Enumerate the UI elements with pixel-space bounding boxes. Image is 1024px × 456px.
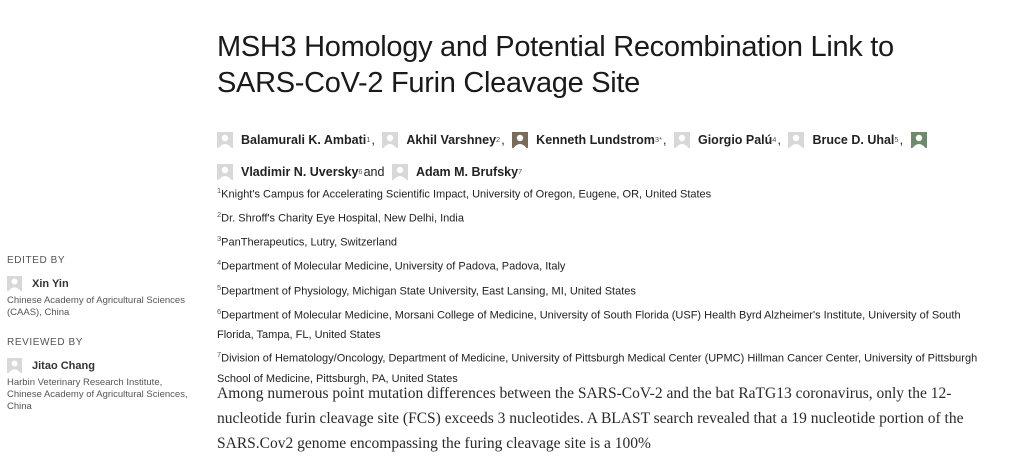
author-name[interactable]: Kenneth Lundstrom: [536, 133, 655, 147]
author-item[interactable]: [788, 126, 907, 154]
author-separator: ,: [663, 133, 667, 147]
author-photo: [512, 132, 528, 148]
reviewer[interactable]: [7, 358, 200, 373]
avatar-placeholder-icon: [217, 132, 233, 148]
avatar-placeholder-icon: [7, 358, 22, 373]
author-affiliation-ref: 2: [496, 135, 501, 144]
affiliation-text: Department of Molecular Medicine, University of Padova, Padova, Italy: [221, 261, 566, 274]
affiliation-item: [217, 205, 997, 229]
sidebar: [0, 255, 200, 431]
editor[interactable]: [7, 276, 200, 291]
author-separator: ,: [777, 133, 781, 147]
affiliation-item: [217, 302, 997, 346]
edited-by-heading: EDITED BY: [7, 255, 66, 266]
author-separator: ,: [501, 133, 505, 147]
author-name[interactable]: Adam M. Brufsky: [415, 165, 519, 179]
author-photo-icon: [911, 132, 927, 148]
reviewer-affiliation: Harbin Veterinary Research Institute, Chinese Academy of Agricultural Sciences, China: [7, 377, 188, 412]
reviewed-by-heading: REVIEWED BY: [7, 337, 84, 348]
author-affiliation-ref: 5: [894, 135, 899, 144]
affiliation-text: Dr. Shroff's Charity Eye Hospital, New Delhi, India: [221, 212, 464, 225]
author-item[interactable]: [674, 126, 785, 154]
affiliation-text: Knight's Campus for Accelerating Scientific Impact, University of Oregon, Eugene, OR, United States: [221, 188, 712, 201]
author-name[interactable]: Vladimir N. Uversky: [241, 165, 359, 179]
affiliation-number: 6: [217, 306, 222, 316]
avatar-placeholder-icon: [217, 164, 233, 180]
affiliation-item: [217, 229, 997, 253]
avatar-placeholder-icon: [7, 276, 22, 291]
author-separator: ,: [899, 133, 904, 147]
article-title: MSH3 Homology and Potential Recombination Link to SARS-CoV-2 Furin Cleavage Site: [217, 31, 894, 99]
author-name[interactable]: Akhil Varshney: [406, 133, 497, 147]
affiliation-number: 5: [217, 282, 222, 292]
author-affiliation-ref: 3*: [654, 135, 663, 144]
author-affiliation-ref: 4: [772, 135, 777, 144]
author-affiliation-ref: 1: [366, 135, 371, 144]
affiliation-item: [217, 181, 997, 205]
abstract-text: Among numerous point mutation differences between the SARS-CoV-2 and the bat RaTG13 coronavirus, only the 12-nucleotide furin cleavage site (FCS) exceeds 3 nucleotides. A BLAST search revealed that a 19 nucleotide portion of the SARS.Cov2 genome encompassing the furing cleavage site is a 100%: [217, 385, 964, 452]
author-separator: and: [363, 165, 385, 179]
affiliation-number: 3: [217, 234, 222, 244]
affiliation-number: 4: [217, 258, 222, 268]
affiliation-text: PanTherapeutics, Lutry, Switzerland: [221, 236, 398, 249]
edited-by-section: [0, 255, 200, 319]
author-name[interactable]: Balamurali K. Ambati: [241, 133, 367, 147]
affiliation-text: Department of Molecular Medicine, Morsani College of Medicine, University of South Florida (USF) Health Byrd Alzheimer's Institute, University of South Florida, Tampa, FL, United States: [217, 309, 961, 341]
avatar-placeholder-icon: [382, 132, 398, 148]
editor-name[interactable]: Xin Yin: [32, 277, 69, 290]
affiliation-list: [217, 181, 997, 389]
affiliation-text: Department of Physiology, Michigan State University, East Lansing, MI, United States: [221, 285, 636, 298]
author-item[interactable]: [512, 126, 670, 154]
author-name[interactable]: Bruce D. Uhal: [812, 133, 895, 147]
author-affiliation-ref: 6: [358, 167, 363, 176]
affiliation-number: 7: [217, 350, 222, 360]
author-photo: [911, 132, 935, 148]
author-separator: ,: [371, 133, 375, 147]
avatar-placeholder-icon: [788, 132, 804, 148]
affiliation-text: Division of Hematology/Oncology, Department of Medicine, University of Pittsburgh Medical Center (UPMC) Hillman Cancer Center, University of Pittsburgh School of Medicine, Pittsburgh, PA, United States: [217, 353, 978, 385]
affiliation-item: [217, 278, 997, 302]
affiliation-item: [217, 253, 997, 277]
author-affiliation-ref: 7: [518, 167, 523, 176]
editor-affiliation: Chinese Academy of Agricultural Sciences (CAAS), China: [7, 295, 185, 318]
reviewer-name[interactable]: Jitao Chang: [32, 359, 95, 372]
avatar-placeholder-icon: [674, 132, 690, 148]
affiliation-number: 1: [217, 186, 222, 195]
author-item[interactable]: [217, 126, 379, 154]
affiliation-number: 2: [217, 210, 222, 220]
avatar-placeholder-icon: [392, 164, 408, 180]
author-item[interactable]: [382, 126, 508, 154]
author-name[interactable]: Giorgio Palú: [697, 133, 773, 147]
reviewed-by-section: [0, 337, 200, 413]
